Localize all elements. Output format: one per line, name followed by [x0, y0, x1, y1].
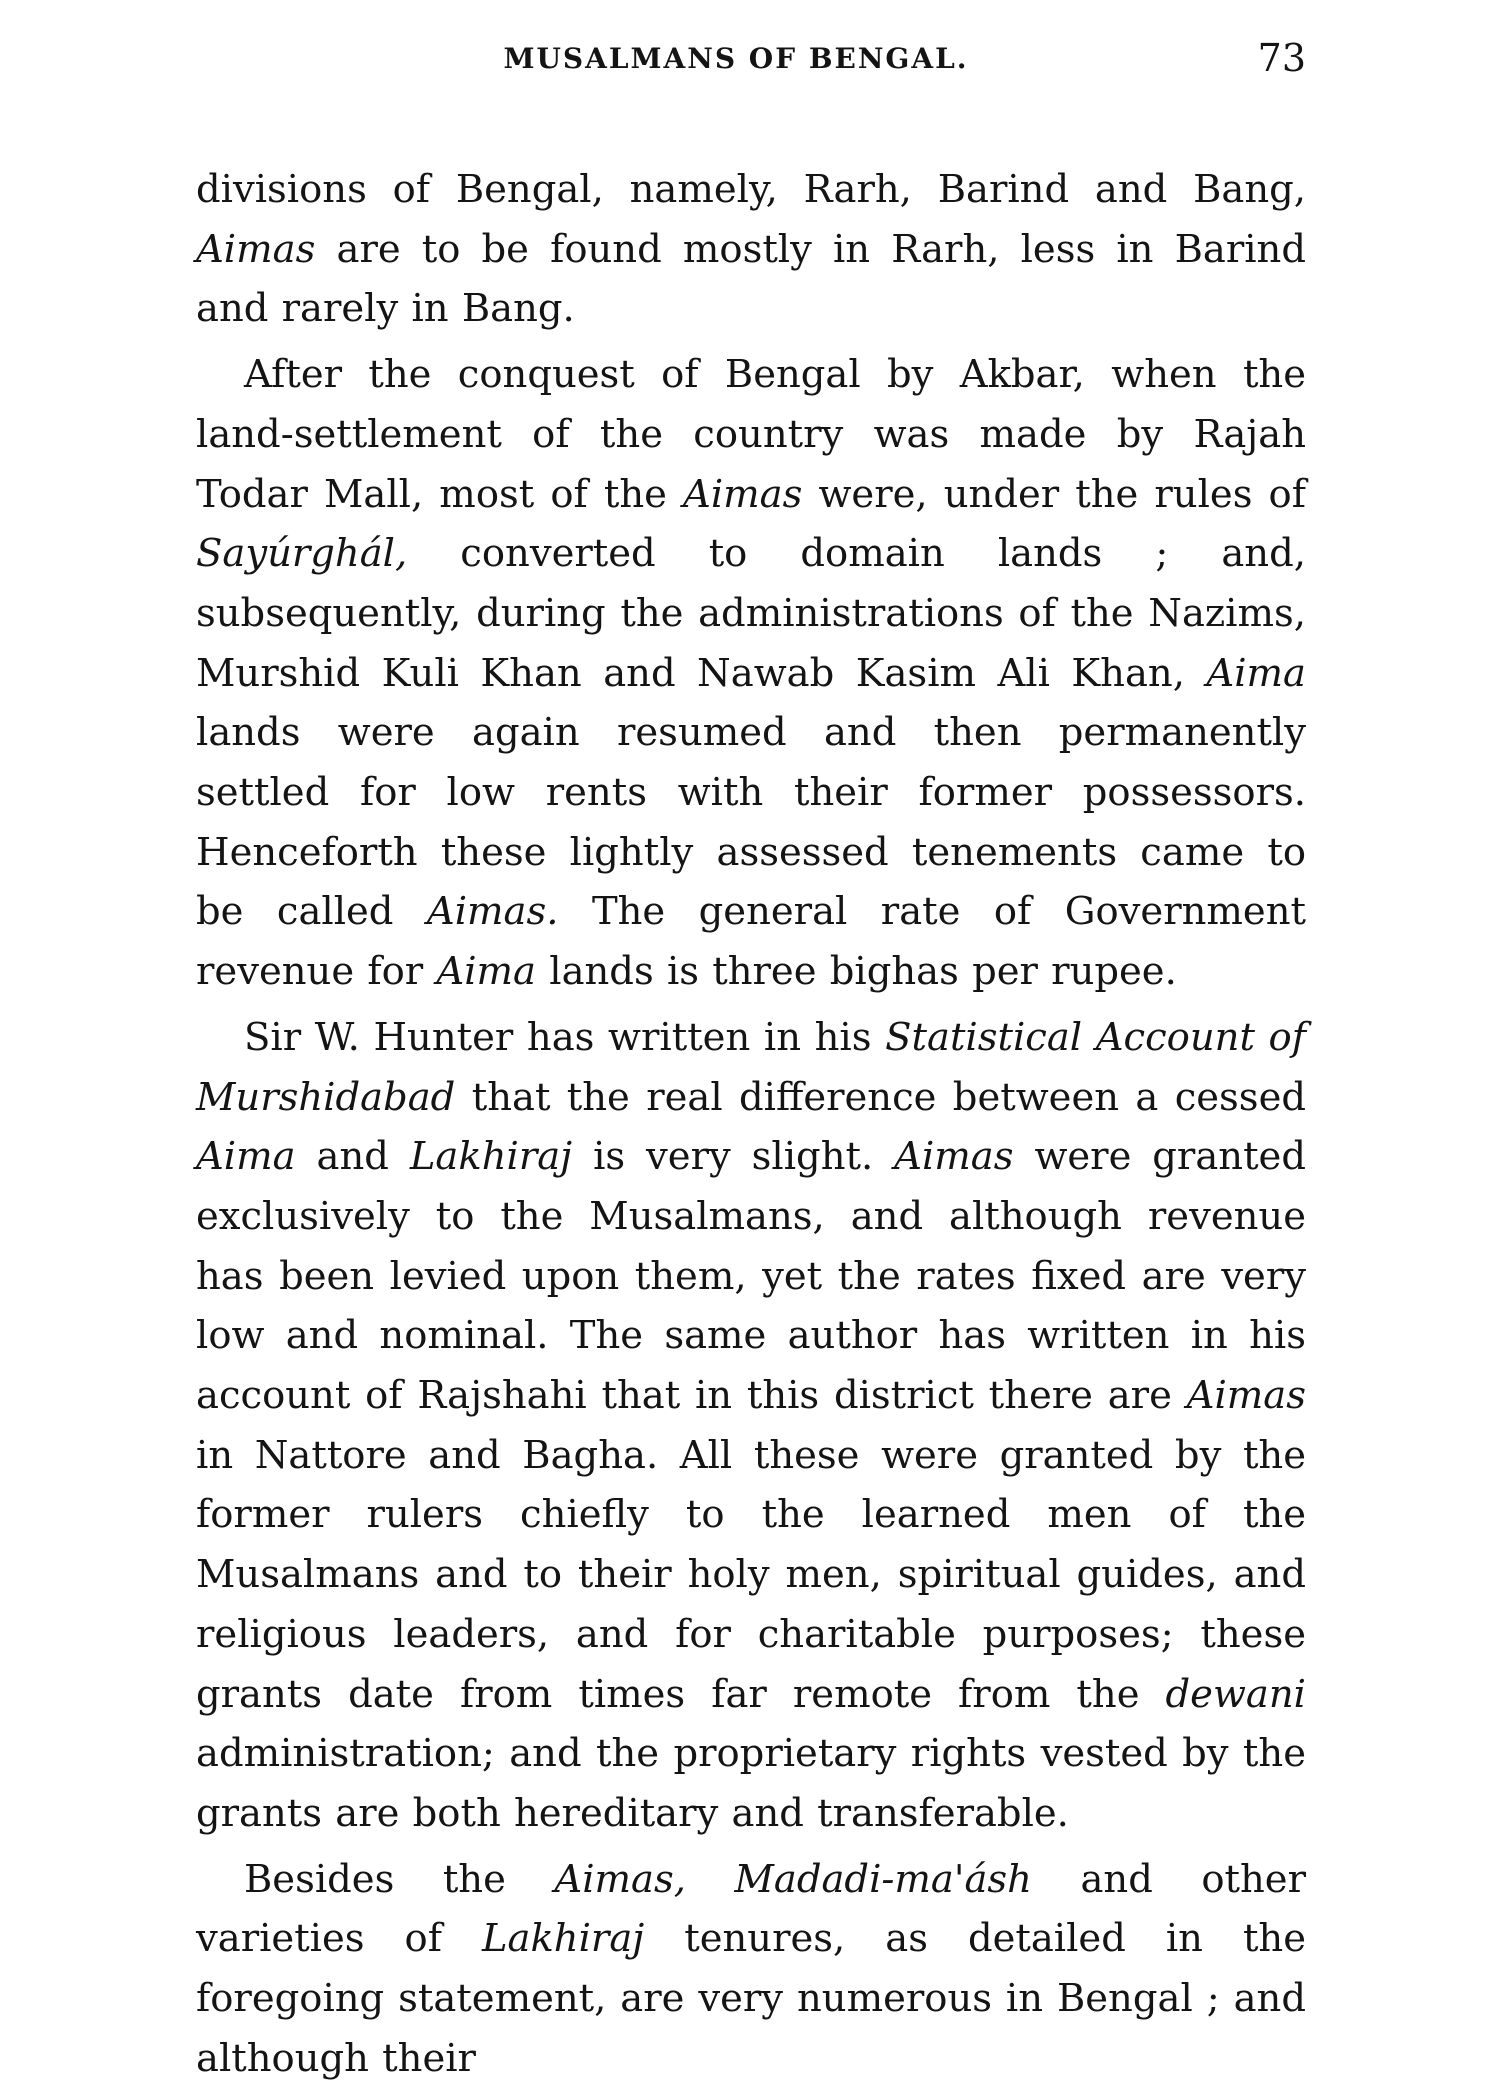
paragraph-2-italic-5: Aima: [436, 949, 536, 995]
paragraph-2-text-4: lands were again resumed and then permanently settled for low rents with their former possessors. Henceforth these lightly assessed tenements came to be called: [196, 710, 1306, 935]
paragraph-4-italic-2: Lakhiraj: [481, 1916, 645, 1962]
paragraph-3-text-4: is very slight.: [593, 1134, 874, 1180]
paragraph-2-text-1: After the conquest of Bengal by Akbar, when the land-settlement of the country was made by Rajah Todar Mall, most of the: [196, 352, 1306, 517]
paragraph-4-text-2: and other varieties of: [196, 1856, 1306, 1962]
paragraph-3: [196, 1008, 1306, 1844]
paragraph-1-text-1: divisions of Bengal, namely, Rarh, Barind and Bang,: [196, 167, 1306, 212]
paragraph-2-italic-2: Sayúrghál,: [196, 531, 408, 577]
page-number: 73: [1257, 36, 1306, 80]
paragraph-3-text-7: administration; and the proprietary rights vested by the grants are both hereditary and transferable.: [196, 1731, 1306, 1836]
paragraph-2-italic-4: Aimas.: [426, 889, 559, 935]
paragraph-2-text-2: were, under the rules of: [818, 471, 1306, 517]
paragraph-3-italic-3: Lakhiraj: [409, 1134, 573, 1180]
paragraph-1: [196, 160, 1306, 339]
paragraph-4-italic-1: Aimas, Madadi-ma'ásh: [554, 1856, 1032, 1902]
paragraph-1-italic-1: Aimas: [196, 226, 316, 272]
paragraph-2-text-5: The general rate of Government revenue for: [196, 889, 1306, 995]
paragraph-3-text-1: Sir W. Hunter has written in his: [244, 1014, 872, 1060]
paragraph-3-italic-4: Aimas: [894, 1134, 1014, 1180]
paragraph-4-text-1: Besides the: [244, 1856, 506, 1902]
paragraph-2-italic-1: Aimas: [683, 471, 803, 517]
paragraph-3-text-5: were granted exclusively to the Musalmans, and although revenue has been levied upon them, yet the rates fixed are very low and nominal. The same author has written in his account of Rajshahi that in this district there are: [196, 1134, 1306, 1419]
paragraph-2-italic-3: Aima: [1206, 650, 1306, 696]
paragraph-3-text-2: that the real difference between a cessed: [471, 1074, 1306, 1120]
paragraph-2-text-3: converted to domain lands ; and, subsequently, during the administrations of the Nazims, Murshid Kuli Khan and Nawab Kasim Ali Khan,: [196, 531, 1306, 696]
book-page: [196, 36, 1306, 2089]
paragraph-1-text-2: are to be found mostly in Rarh, less in Barind and rarely in Bang.: [196, 226, 1306, 332]
paragraph-3-text-3: and: [316, 1134, 389, 1180]
paragraph-4: [196, 1850, 1306, 2089]
running-head: [196, 36, 1306, 106]
paragraph-2-text-6: lands is three bighas per rupee.: [549, 949, 1177, 995]
paragraph-2: [196, 345, 1306, 1002]
running-title: MUSALMANS OF BENGAL.: [503, 42, 969, 75]
paragraph-3-italic-2: Aima: [196, 1134, 296, 1180]
paragraph-3-text-6: in Nattore and Bagha. All these were granted by the former rulers chiefly to the learned men of the Musalmans and to their holy men, spiritual guides, and religious leaders, and for charitable purposes; these grants date from times far remote from the: [196, 1432, 1306, 1717]
paragraph-4-text-3: tenures, as detailed in the foregoing statement, are very numerous in Bengal ; and although their: [196, 1916, 1306, 2081]
body-text: [196, 160, 1306, 2089]
paragraph-3-italic-6: dewani: [1165, 1671, 1306, 1717]
paragraph-3-italic-1: Statistical Account of Murshidabad: [196, 1014, 1306, 1120]
paragraph-3-italic-5: Aimas: [1186, 1373, 1306, 1419]
